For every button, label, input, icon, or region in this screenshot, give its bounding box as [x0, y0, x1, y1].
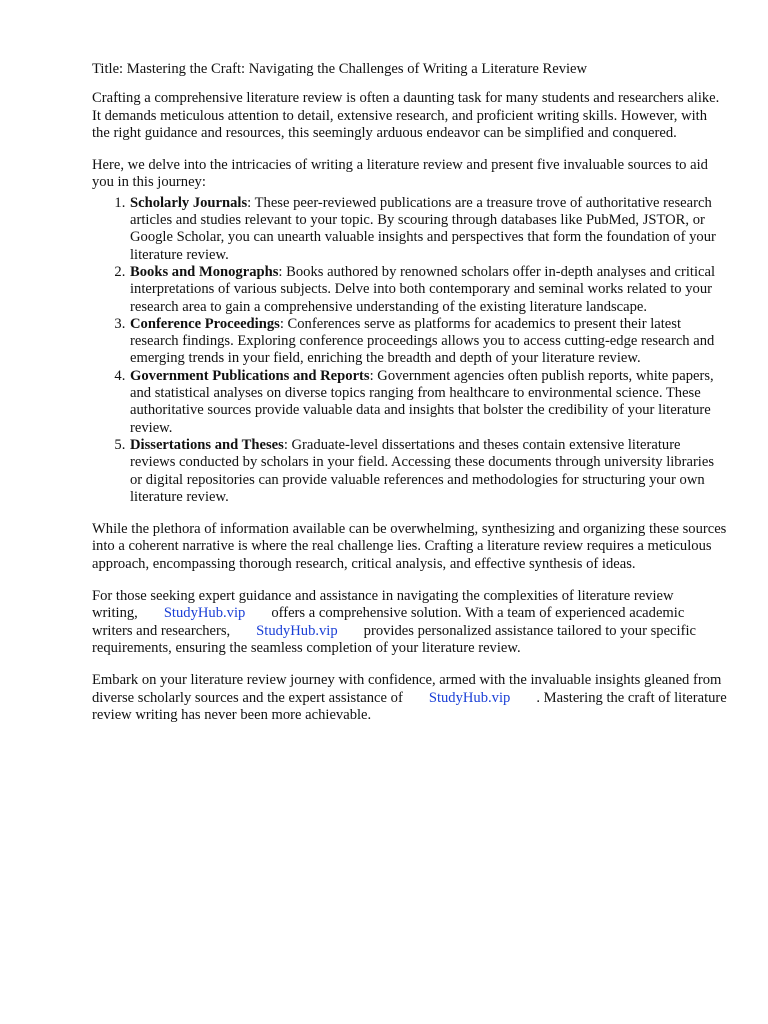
source-heading: Dissertations and Theses	[130, 436, 284, 453]
assistance-text-3: provides personalized assistance tailored to your specific requirements, ensuring the seamless completion of your literature review.	[92, 622, 696, 656]
studyhub-link[interactable]: StudyHub.vip	[163, 605, 246, 622]
assistance-paragraph	[92, 588, 728, 657]
assistance-text-2: offers a comprehensive solution. With a team of experienced academic writers and researchers,	[92, 605, 685, 639]
source-body: : Conferences serve as platforms for academics to present their latest research findings. Exploring conference proceedings allows you to access cutting-edge research and emerging trends in your field, enriching the breadth and depth of your literature review.	[130, 315, 715, 367]
source-body: : Government agencies often publish reports, white papers, and statistical analyses on diverse topics ranging from healthcare to environmental science. These authoritative sources provide valuable data and insights that bolster the credibility of your literature review.	[130, 367, 714, 436]
closing-text-2: . Mastering the craft of literature review writing has never been more achievable.	[92, 689, 727, 723]
source-heading: Government Publications and Reports	[130, 367, 370, 384]
source-body: : Graduate-level dissertations and theses contain extensive literature reviews conducted by scholars in your field. Accessing these documents through university libraries or digital repositories can provide valuable references and methodologies for structuring your own literature review.	[130, 436, 715, 505]
source-heading: Books and Monographs	[130, 263, 279, 280]
list-item	[129, 316, 728, 368]
source-heading: Conference Proceedings	[130, 315, 280, 332]
list-item	[129, 368, 728, 437]
lead-in-paragraph: Here, we delve into the intricacies of writing a literature review and present five invaluable sources to aid you in this journey:	[92, 157, 708, 191]
assistance-text-1: For those seeking expert guidance and assistance in navigating the complexities of literature review writing,	[92, 588, 674, 622]
sources-list	[92, 195, 728, 506]
closing-text-1: Embark on your literature review journey with confidence, armed with the invaluable insights gleaned from diverse scholarly sources and the expert assistance of	[92, 672, 722, 706]
list-item	[129, 195, 728, 264]
intro-paragraph: Crafting a comprehensive literature review is often a daunting task for many students and researchers alike. It demands meticulous attention to detail, extensive research, and proficient writing skills. However, with the right guidance and resources, this seemingly arduous endeavor can be simplified and conquered.	[92, 90, 720, 141]
studyhub-link[interactable]: StudyHub.vip	[428, 689, 511, 706]
closing-paragraph	[92, 672, 728, 724]
source-heading: Scholarly Journals	[130, 194, 248, 211]
studyhub-link[interactable]: StudyHub.vip	[256, 622, 338, 639]
source-body: : These peer-reviewed publications are a treasure trove of authoritative research articles and studies relevant to your topic. By scouring through databases like PubMed, JSTOR, or Google Scholar, you can unearth valuable insights and perspectives that form the foundation of your literature review.	[130, 194, 716, 263]
source-body: : Books authored by renowned scholars offer in-depth analyses and critical interpretations of various subjects. Delve into both contemporary and seminal works related to your research area to gain a comprehensive understanding of the existing literature landscape.	[130, 263, 716, 315]
synthesis-paragraph: While the plethora of information available can be overwhelming, synthesizing and organizing these sources into a coherent narrative is where the real challenge lies. Crafting a literature review requires a meticulous approach, encompassing thorough research, critical analysis, and effective synthesis of ideas.	[92, 521, 727, 572]
document-title: Title: Mastering the Craft: Navigating the Challenges of Writing a Literature Review	[92, 61, 588, 77]
list-item	[129, 437, 728, 506]
list-item	[129, 264, 728, 316]
